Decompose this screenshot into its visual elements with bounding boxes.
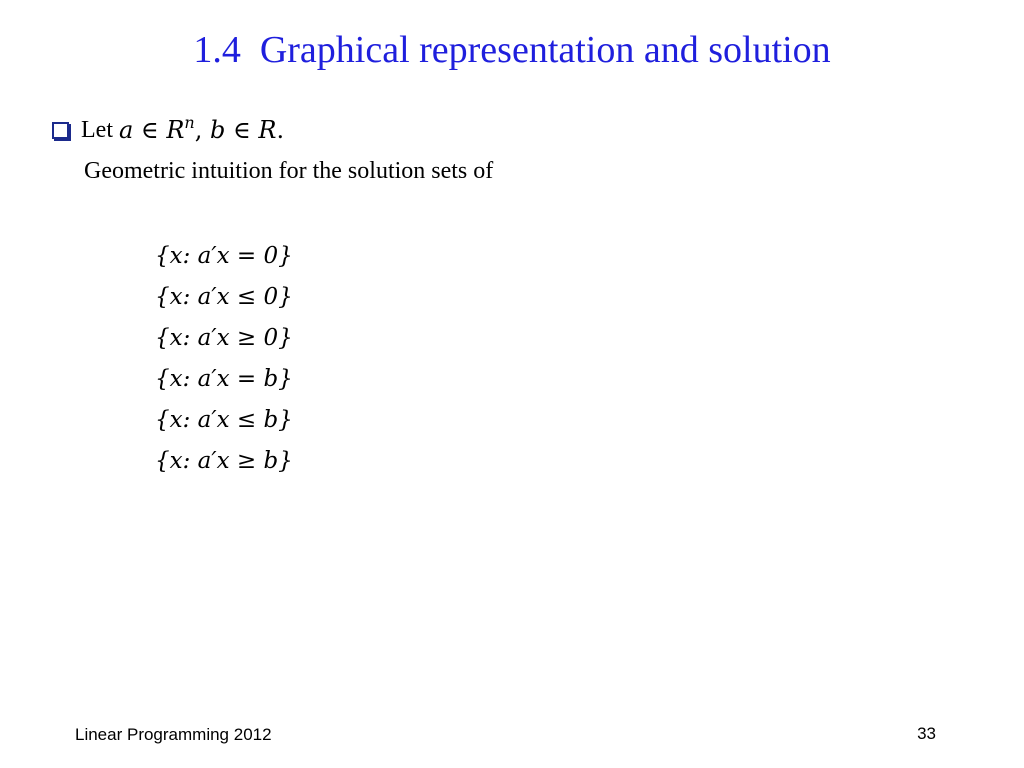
hollow-square-bullet-icon <box>52 122 69 139</box>
math-comma: , <box>194 116 210 144</box>
solution-set-item: {x: a′x ≥ b} <box>155 448 293 474</box>
bullet-line <box>52 114 284 146</box>
solution-set-item: {x: a′x ≤ 0} <box>155 284 293 310</box>
solution-set-item: {x: a′x ≥ 0} <box>155 325 293 351</box>
math-element-of: ∈ <box>133 116 167 144</box>
math-set-R: R <box>166 116 185 144</box>
intro-text: Geometric intuition for the solution sets of <box>84 158 494 184</box>
solution-set-item: {x: a′x = b} <box>155 366 293 392</box>
math-set-R: R <box>258 116 277 144</box>
math-var-a: a <box>118 116 134 144</box>
math-var-b: b <box>209 116 226 144</box>
solution-set-item: {x: a′x = 0} <box>155 243 293 269</box>
math-superscript-n: n <box>184 113 195 132</box>
footer-course-label: Linear Programming 2012 <box>75 725 272 744</box>
solution-set-item: {x: a′x ≤ b} <box>155 407 293 433</box>
slide-title: 1.4 Graphical representation and solution <box>193 29 831 71</box>
page-number: 33 <box>917 724 936 743</box>
solution-set-list <box>155 236 293 482</box>
bullet-math-expression <box>119 114 284 146</box>
bullet-lead-text: Let <box>81 117 119 143</box>
math-element-of: ∈ <box>225 116 259 144</box>
math-period: . <box>276 116 285 144</box>
